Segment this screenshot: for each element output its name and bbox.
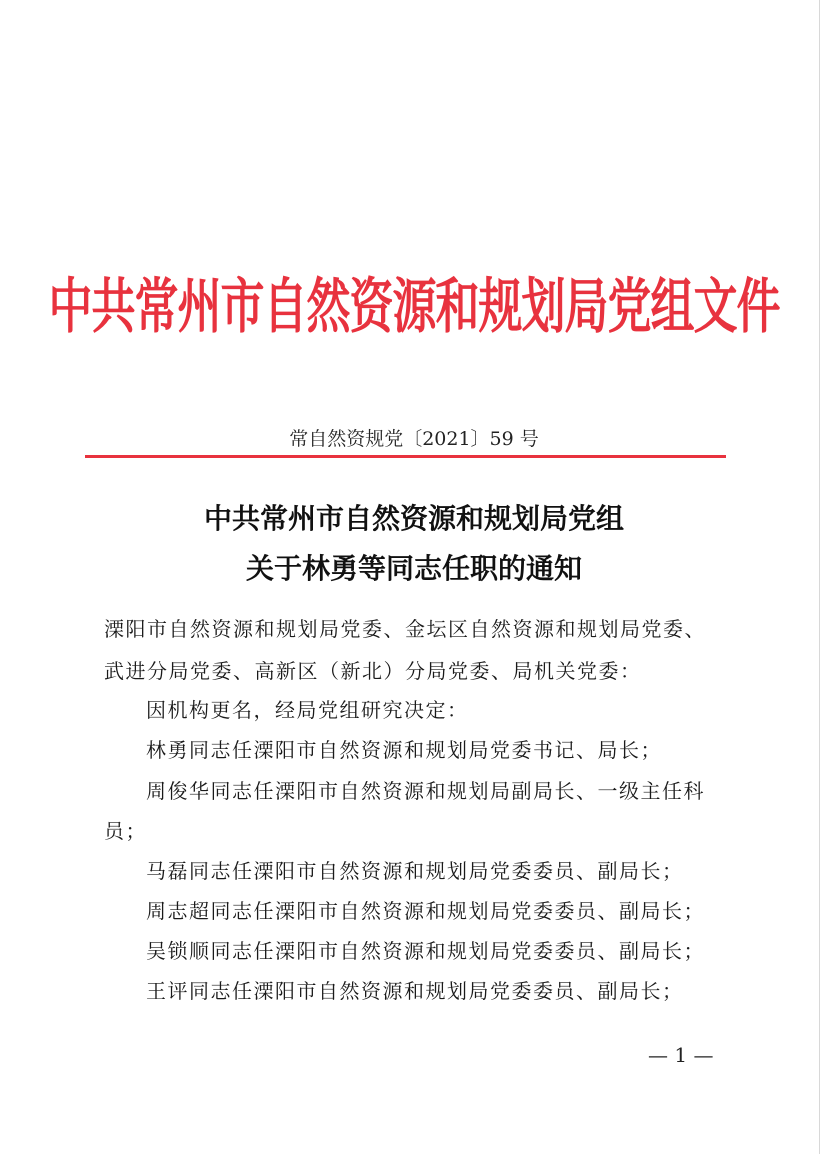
appointment-line: 王评同志任溧阳市自然资源和规划局党委委员、副局长； <box>146 979 684 1003</box>
appointment-line: 周俊华同志任溧阳市自然资源和规划局副局长、一级主任科 <box>146 779 705 803</box>
appointment-line: 马磊同志任溧阳市自然资源和规划局党委委员、副局长； <box>146 859 684 883</box>
intro-paragraph: 因机构更名，经局党组研究决定： <box>146 698 469 722</box>
page-number: — 1 — <box>648 1043 714 1067</box>
appointment-line: 吴锁顺同志任溧阳市自然资源和规划局党委委员、副局长； <box>146 939 705 963</box>
appointment-line: 林勇同志任溧阳市自然资源和规划局党委书记、局长； <box>146 738 662 762</box>
notice-title-line-2: 关于林勇等同志任职的通知 <box>245 552 582 585</box>
document-number: 常自然资规党〔2021〕59 号 <box>289 428 539 450</box>
masthead-title: 中共常州市自然资源和规划局党组文件 <box>48 272 780 342</box>
notice-title-line-1: 中共常州市自然资源和规划局党组 <box>203 502 624 535</box>
appointment-line: 周志超同志任溧阳市自然资源和规划局党委委员、副局长； <box>146 899 705 923</box>
addressee-line-1: 溧阳市自然资源和规划局党委、金坛区自然资源和规划局党委、 <box>104 617 706 641</box>
red-divider-line <box>85 455 726 458</box>
addressee-line-2: 武进分局党委、高新区（新北）分局党委、局机关党委： <box>104 659 642 683</box>
appointment-line-continuation: 员； <box>104 819 147 843</box>
